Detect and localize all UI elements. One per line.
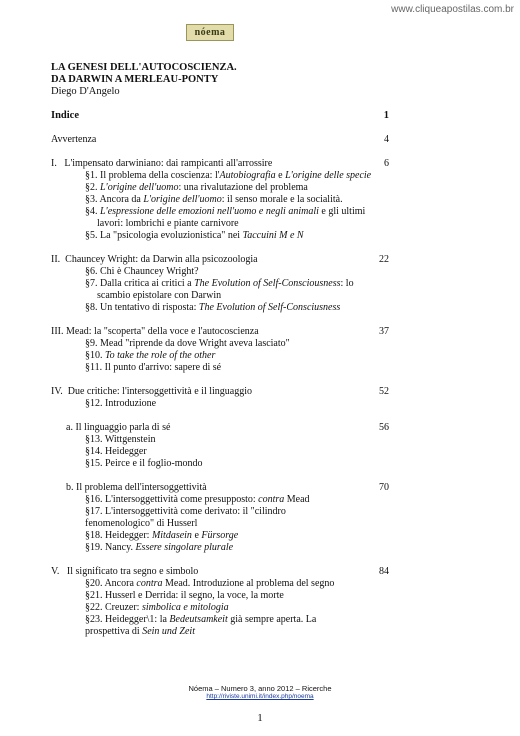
toc-entry: III. Mead: la "scoperta" della voce e l'autocoscienza: [51, 326, 259, 337]
toc-entry: §9. Mead "riprende da dove Wright aveva lasciato": [85, 338, 290, 349]
toc-entry: §23. Heidegger\1: la Bedeutsamkeit già sempre aperta. La: [85, 614, 317, 625]
toc-entry: §8. Un tentativo di risposta: The Evolution of Self-Consciusness: [85, 302, 341, 313]
toc-entry: §16. L'intersoggettività come presupposto: contra Mead: [85, 494, 310, 505]
toc-entry: §10. To take the role of the other: [85, 350, 216, 361]
author-name: Diego D'Angelo: [51, 86, 120, 97]
toc-page-number: 70: [379, 482, 389, 493]
title-line-1: LA GENESI DELL'AUTOCOSCIENZA.: [51, 62, 237, 73]
toc-page-number: 56: [379, 422, 389, 433]
toc-entry: prospettiva di Sein und Zeit: [85, 626, 195, 637]
toc-entry: b. Il problema dell'intersoggettività: [66, 482, 207, 493]
toc-entry: §19. Nancy. Essere singolare plurale: [85, 542, 234, 553]
toc-entry: §4. L'espressione delle emozioni nell'uomo e negli animali e gli ultimi: [85, 206, 366, 217]
toc-page-number: 4: [384, 134, 389, 145]
toc-entry: §5. La "psicologia evoluzionistica" nei Taccuini M e N: [85, 230, 304, 241]
toc-page-number: 22: [379, 254, 389, 265]
toc-entry: §17. L'intersoggettività come derivato: il "cilindro: [85, 506, 286, 517]
toc-entry: §12. Introduzione: [85, 398, 157, 409]
toc-page-number: 37: [379, 326, 389, 337]
toc-entry: §15. Peirce e il foglio-mondo: [85, 458, 203, 469]
toc-page-number: 6: [384, 158, 389, 169]
page-number: 1: [257, 712, 263, 724]
toc-page-number: 84: [379, 566, 389, 577]
document-title: [51, 62, 237, 86]
toc-entry: §3. Ancora da L'origine dell'uomo: il senso morale e la socialità.: [85, 194, 343, 205]
toc-entry: §13. Wittgenstein: [85, 434, 156, 445]
index-page-number: 1: [383, 110, 389, 121]
journal-logo: nóema: [186, 24, 234, 41]
toc-entry: §21. Husserl e Derrida: il segno, la voce, la morte: [85, 590, 284, 601]
watermark-text: www.cliqueapostilas.com.br: [391, 4, 514, 15]
toc-entry: §14. Heidegger: [85, 446, 147, 457]
toc-entry: §6. Chi è Chauncey Wright?: [85, 266, 199, 277]
toc-entry: §2. L'origine dell'uomo: una rivalutazione del problema: [85, 182, 308, 193]
footer-link[interactable]: http://riviste.unimi.it/index.php/noema: [206, 693, 314, 700]
toc-entry: §7. Dalla critica ai critici a The Evolution of Self-Consciousness: lo: [85, 278, 354, 289]
footer-citation: Nóema – Numero 3, anno 2012 – Ricerche: [188, 684, 332, 693]
index-heading: Indice: [51, 110, 80, 121]
toc-entry: §20. Ancora contra Mead. Introduzione al problema del segno: [85, 578, 335, 589]
toc-entry: Avvertenza: [51, 134, 97, 145]
toc-entry: I. L'impensato darwiniano: dai rampicanti all'arrossire: [51, 158, 273, 169]
toc-entry: §22. Creuzer: simbolica e mitologia: [85, 602, 229, 613]
toc-entry: a. Il linguaggio parla di sé: [66, 422, 171, 433]
toc-page-number: 52: [379, 386, 389, 397]
toc-entry: IV. Due critiche: l'intersoggettività e il linguaggio: [51, 386, 253, 397]
toc-entry: V. Il significato tra segno e simbolo: [51, 566, 199, 577]
toc-entry: fenomenologico" di Husserl: [85, 518, 198, 529]
toc-entry: II. Chauncey Wright: da Darwin alla psicozoologia: [51, 254, 258, 265]
toc-entry: scambio epistolare con Darwin: [97, 290, 222, 301]
toc-entry: §1. Il problema della coscienza: l'Autobiografia e L'origine delle specie: [85, 170, 372, 181]
toc-entry: lavori: lombrichi e piante carnivore: [97, 218, 239, 229]
toc-entry: §11. Il punto d'arrivo: sapere di sé: [85, 362, 222, 373]
title-line-2: DA DARWIN A MERLEAU-PONTY: [51, 74, 219, 85]
toc-entry: §18. Heidegger: Mitdasein e Fürsorge: [85, 530, 239, 541]
